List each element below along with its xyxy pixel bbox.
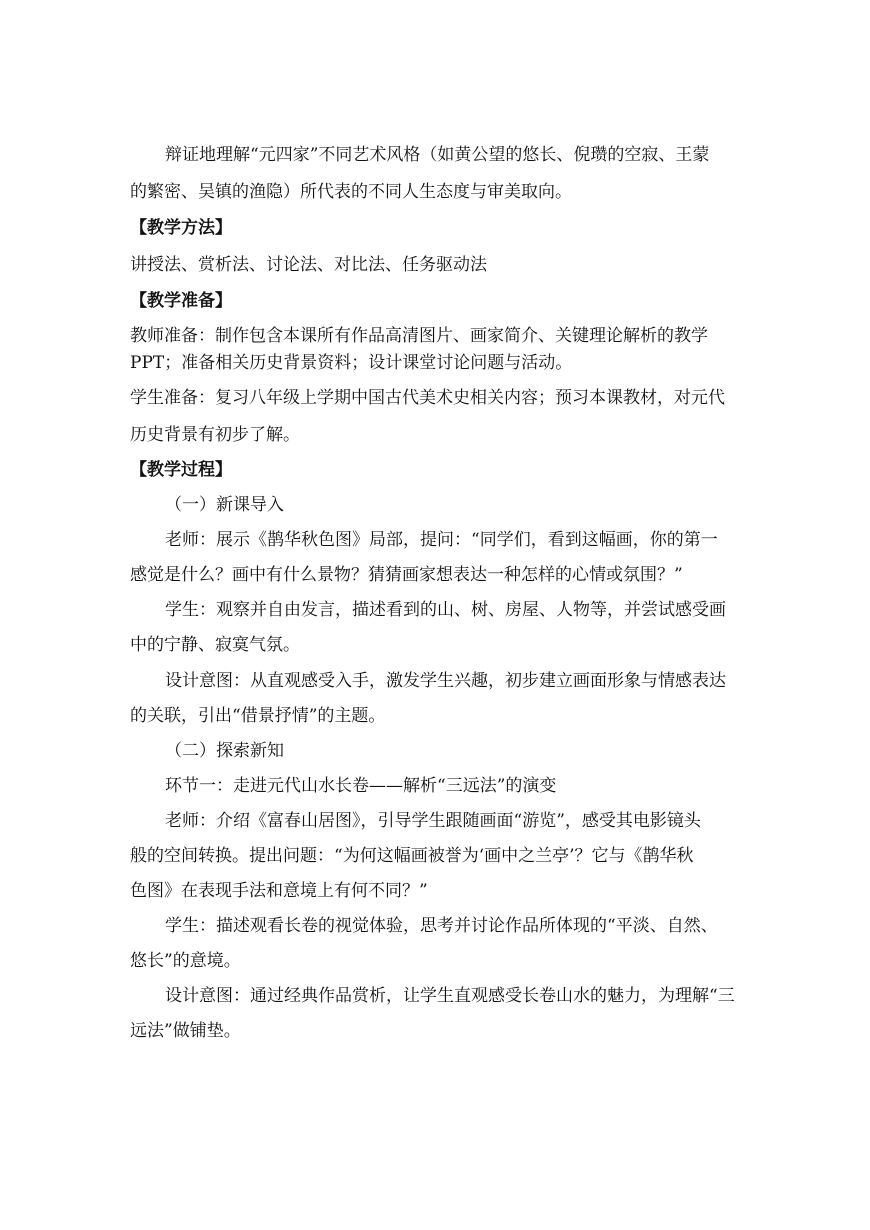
- student-prep-line-1: 学生准备：复习八年级上学期中国古代美术史相关内容；预习本课教材，对元代: [130, 388, 725, 408]
- student-intro-line-2: 中的宁静、寂寞气氛。: [130, 635, 300, 655]
- teacher-explore-line-1: 老师：介绍《富春山居图》，引导学生跟随画面“游览”，感受其电影镜头: [165, 811, 701, 831]
- student-prep-line-2: 历史背景有初步了解。: [130, 425, 300, 445]
- teacher-explore-line-3: 色图》在表现手法和意境上有何不同？”: [130, 881, 428, 901]
- teacher-intro-line-2: 感觉是什么？画中有什么景物？猜猜画家想表达一种怎样的心情或氛围？”: [130, 565, 683, 585]
- section-heading-methods: 【教学方法】: [130, 218, 232, 238]
- design-intent-1-line-1: 设计意图：从直观感受入手，激发学生兴趣，初步建立画面形象与情感表达: [165, 671, 726, 691]
- methods-text: 讲授法、赏析法、讨论法、对比法、任务驱动法: [130, 255, 487, 275]
- subsection-explore: （二）探索新知: [165, 741, 284, 761]
- student-explore-line-1: 学生：描述观看长卷的视觉体验，思考并讨论作品所体现的“平淡、自然、: [165, 916, 718, 936]
- teacher-prep-line-2: PPT；准备相关历史背景资料；设计课堂讨论问题与活动。: [130, 353, 573, 373]
- design-intent-1-line-2: 的关联，引出“借景抒情”的主题。: [130, 706, 386, 726]
- design-intent-2-line-1: 设计意图：通过经典作品赏析，让学生直观感受长卷山水的魅力，为理解“三: [165, 986, 735, 1006]
- design-intent-2-line-2: 远法”做铺垫。: [130, 1021, 241, 1041]
- objective-line-2: 的繁密、吴镇的渔隐）所代表的不同人生态度与审美取向。: [130, 182, 572, 202]
- section-heading-process: 【教学过程】: [130, 460, 232, 480]
- teacher-intro-line-1: 老师：展示《鹊华秋色图》局部，提问：“同学们，看到这幅画，你的第一: [165, 530, 718, 550]
- student-intro-line-1: 学生：观察并自由发言，描述看到的山、树、房屋、人物等，并尝试感受画: [165, 600, 726, 620]
- teacher-explore-line-2: 般的空间转换。提出问题：“为何这幅画被誉为‘画中之兰亭’？它与《鹊华秋: [130, 846, 694, 866]
- objective-line-1: 辩证地理解“元四家”不同艺术风格（如黄公望的悠长、倪瓒的空寂、王蒙: [165, 145, 710, 165]
- segment-one-title: 环节一：走进元代山水长卷——解析“三远法”的演变: [165, 776, 557, 796]
- student-explore-line-2: 悠长”的意境。: [130, 951, 241, 971]
- section-heading-preparation: 【教学准备】: [130, 291, 232, 311]
- subsection-intro: （一）新课导入: [165, 495, 284, 515]
- teacher-prep-line-1: 教师准备：制作包含本课所有作品高清图片、画家简介、关键理论解析的教学: [130, 326, 708, 346]
